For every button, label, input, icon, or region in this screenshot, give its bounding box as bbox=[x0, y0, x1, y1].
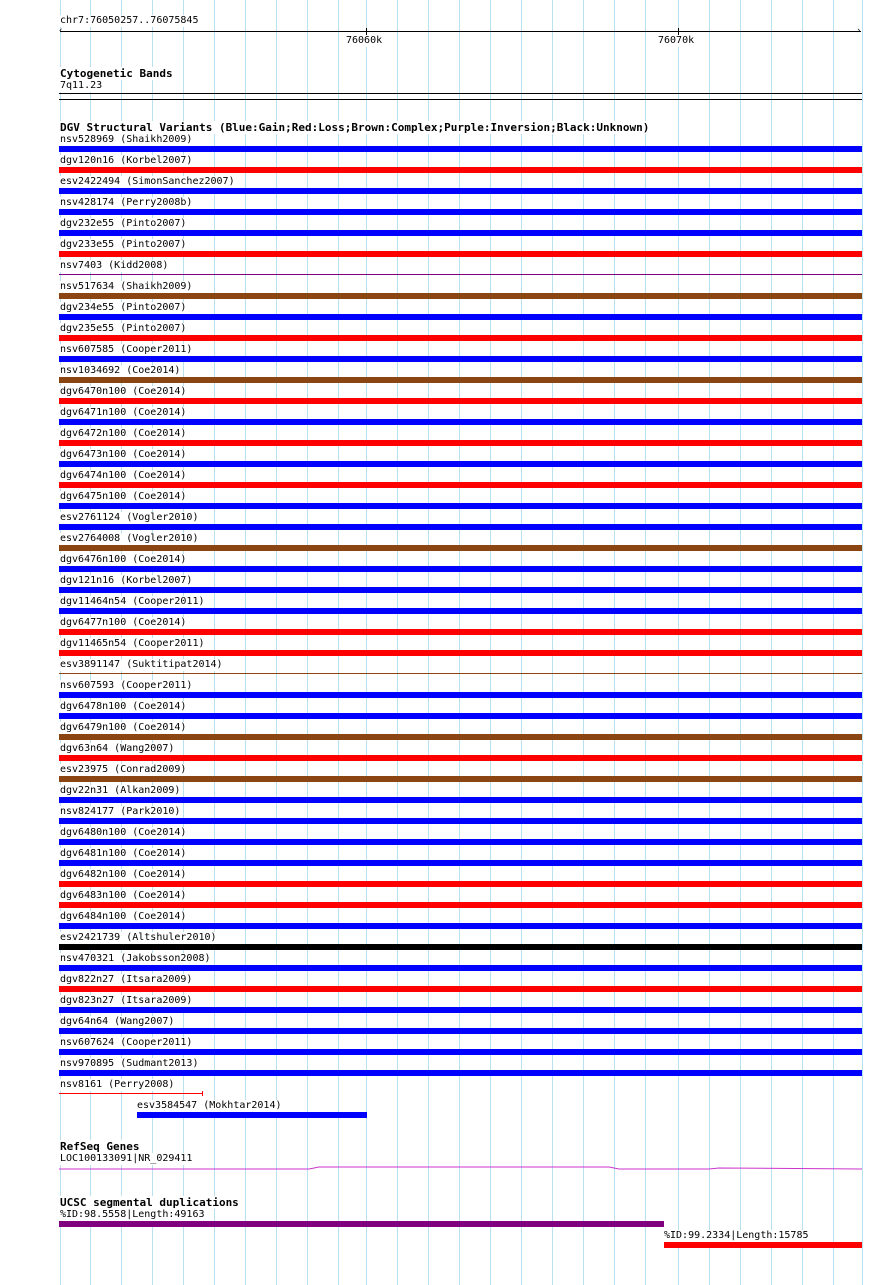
variant-bar[interactable] bbox=[59, 503, 862, 509]
variant-label[interactable]: dgv6473n100 (Coe2014) bbox=[60, 449, 187, 460]
variant-label[interactable]: dgv6472n100 (Coe2014) bbox=[60, 428, 187, 439]
variant-bar[interactable] bbox=[59, 293, 862, 299]
variant-label[interactable]: nsv7403 (Kidd2008) bbox=[60, 260, 169, 271]
variant-bar[interactable] bbox=[59, 944, 862, 950]
variant-label[interactable]: dgv11465n54 (Cooper2011) bbox=[60, 638, 205, 649]
variant-label[interactable]: esv2761124 (Vogler2010) bbox=[60, 512, 199, 523]
variant-bar[interactable] bbox=[59, 881, 862, 887]
variant-label[interactable]: dgv235e55 (Pinto2007) bbox=[60, 323, 187, 334]
variant-bar[interactable] bbox=[59, 482, 862, 488]
variant-bar[interactable] bbox=[59, 902, 862, 908]
variant-bar[interactable] bbox=[59, 986, 862, 992]
variant-bar-end bbox=[202, 1091, 203, 1096]
variant-bar[interactable] bbox=[59, 419, 862, 425]
variant-bar[interactable] bbox=[59, 692, 862, 698]
variant-bar[interactable] bbox=[59, 188, 862, 194]
variant-label[interactable]: dgv6483n100 (Coe2014) bbox=[60, 890, 187, 901]
variant-bar[interactable] bbox=[59, 209, 862, 215]
variant-label[interactable]: dgv6477n100 (Coe2014) bbox=[60, 617, 187, 628]
variant-label[interactable]: dgv6475n100 (Coe2014) bbox=[60, 491, 187, 502]
variant-bar[interactable] bbox=[59, 1093, 203, 1094]
variant-bar[interactable] bbox=[59, 524, 862, 530]
variant-label[interactable]: dgv120n16 (Korbel2007) bbox=[60, 155, 193, 166]
variant-label[interactable]: dgv6479n100 (Coe2014) bbox=[60, 722, 187, 733]
segdup-label: %ID:98.5558|Length:49163 bbox=[60, 1209, 205, 1220]
variant-label[interactable]: nsv1034692 (Coe2014) bbox=[60, 365, 181, 376]
segdup-label: %ID:99.2334|Length:15785 bbox=[664, 1230, 809, 1241]
variant-label[interactable]: dgv822n27 (Itsara2009) bbox=[60, 974, 193, 985]
cytoband-label: 7q11.23 bbox=[60, 80, 103, 91]
variant-bar[interactable] bbox=[59, 587, 862, 593]
variant-label[interactable]: nsv970895 (Sudmant2013) bbox=[60, 1058, 199, 1069]
variant-label[interactable]: esv2764008 (Vogler2010) bbox=[60, 533, 199, 544]
variant-bar[interactable] bbox=[59, 398, 862, 404]
variant-bar[interactable] bbox=[59, 356, 862, 362]
variant-label[interactable]: dgv6480n100 (Coe2014) bbox=[60, 827, 187, 838]
variant-label[interactable]: dgv11464n54 (Cooper2011) bbox=[60, 596, 205, 607]
variant-label[interactable]: dgv823n27 (Itsara2009) bbox=[60, 995, 193, 1006]
variant-label[interactable]: dgv6470n100 (Coe2014) bbox=[60, 386, 187, 397]
variant-bar[interactable] bbox=[59, 608, 862, 614]
variant-bar[interactable] bbox=[59, 734, 862, 740]
variant-bar[interactable] bbox=[59, 1070, 862, 1076]
segdup-bar[interactable] bbox=[664, 1242, 862, 1248]
dgv-track-title[interactable]: DGV Structural Variants (Blue:Gain;Red:Loss;Brown:Complex;Purple:Inversion;Black:Unknown) bbox=[60, 121, 650, 134]
variant-bar[interactable] bbox=[59, 461, 862, 467]
variant-bar[interactable] bbox=[137, 1112, 367, 1118]
variant-bar[interactable] bbox=[59, 167, 862, 173]
variant-bar[interactable] bbox=[59, 377, 862, 383]
variant-bar[interactable] bbox=[59, 860, 862, 866]
ruler-tick bbox=[678, 28, 679, 35]
variant-bar[interactable] bbox=[59, 1028, 862, 1034]
ruler-tick bbox=[366, 28, 367, 35]
variant-bar[interactable] bbox=[59, 776, 862, 782]
variant-label[interactable]: dgv22n31 (Alkan2009) bbox=[60, 785, 181, 796]
variant-label[interactable]: dgv6478n100 (Coe2014) bbox=[60, 701, 187, 712]
cytoband-line bbox=[59, 93, 862, 94]
variant-label[interactable]: esv23975 (Conrad2009) bbox=[60, 764, 187, 775]
grid-line bbox=[862, 0, 863, 1285]
variant-label[interactable]: nsv470321 (Jakobsson2008) bbox=[60, 953, 211, 964]
variant-label[interactable]: dgv233e55 (Pinto2007) bbox=[60, 239, 187, 250]
variant-bar[interactable] bbox=[59, 314, 862, 320]
variant-label[interactable]: dgv6471n100 (Coe2014) bbox=[60, 407, 187, 418]
variant-label[interactable]: esv3891147 (Suktitipat2014) bbox=[60, 659, 223, 670]
variant-label[interactable]: dgv6474n100 (Coe2014) bbox=[60, 470, 187, 481]
variant-bar[interactable] bbox=[59, 650, 862, 656]
variant-label[interactable]: esv2422494 (SimonSanchez2007) bbox=[60, 176, 235, 187]
ruler-right-arrow-icon: › bbox=[856, 26, 862, 36]
variant-label[interactable]: dgv6482n100 (Coe2014) bbox=[60, 869, 187, 880]
variant-bar[interactable] bbox=[59, 818, 862, 824]
variant-bar[interactable] bbox=[59, 629, 862, 635]
segdup-track-title[interactable]: UCSC segmental duplications bbox=[60, 1196, 239, 1209]
variant-label[interactable]: dgv234e55 (Pinto2007) bbox=[60, 302, 187, 313]
variant-label[interactable]: nsv607593 (Cooper2011) bbox=[60, 680, 193, 691]
variant-bar[interactable] bbox=[59, 230, 862, 236]
variant-label[interactable]: esv3584547 (Mokhtar2014) bbox=[137, 1100, 282, 1111]
variant-label[interactable]: esv2421739 (Altshuler2010) bbox=[60, 932, 217, 943]
variant-bar[interactable] bbox=[59, 545, 862, 551]
variant-bar[interactable] bbox=[59, 839, 862, 845]
variant-bar[interactable] bbox=[59, 797, 862, 803]
variant-label[interactable]: dgv63n64 (Wang2007) bbox=[60, 743, 175, 754]
variant-label[interactable]: dgv232e55 (Pinto2007) bbox=[60, 218, 187, 229]
variant-bar[interactable] bbox=[59, 146, 862, 152]
position-label: chr7:76050257..76075845 bbox=[60, 15, 199, 26]
variant-label[interactable]: dgv6481n100 (Coe2014) bbox=[60, 848, 187, 859]
ruler-tick-label: 76070k bbox=[658, 35, 695, 46]
variant-label[interactable]: dgv6484n100 (Coe2014) bbox=[60, 911, 187, 922]
variant-label[interactable]: nsv528969 (Shaikh2009) bbox=[60, 134, 193, 145]
variant-bar[interactable] bbox=[59, 965, 862, 971]
variant-label[interactable]: nsv8161 (Perry2008) bbox=[60, 1079, 175, 1090]
variant-bar[interactable] bbox=[59, 1049, 862, 1055]
variant-label[interactable]: dgv64n64 (Wang2007) bbox=[60, 1016, 175, 1027]
variant-label[interactable]: nsv607624 (Cooper2011) bbox=[60, 1037, 193, 1048]
variant-bar[interactable] bbox=[59, 713, 862, 719]
cytoband-track-title[interactable]: Cytogenetic Bands bbox=[60, 67, 173, 80]
variant-bar[interactable] bbox=[59, 335, 862, 341]
variant-label[interactable]: dgv6476n100 (Coe2014) bbox=[60, 554, 187, 565]
ruler-left-arrow-icon: ‹ bbox=[58, 26, 64, 36]
refseq-gene-line[interactable] bbox=[59, 1163, 862, 1173]
variant-bar[interactable] bbox=[59, 1007, 862, 1013]
variant-label[interactable]: nsv428174 (Perry2008b) bbox=[60, 197, 193, 208]
variant-bar[interactable] bbox=[59, 440, 862, 446]
refseq-gene-label[interactable]: LOC100133091|NR_029411 bbox=[60, 1153, 193, 1164]
variant-bar[interactable] bbox=[59, 251, 862, 257]
variant-bar[interactable] bbox=[59, 923, 862, 929]
variant-label[interactable]: nsv517634 (Shaikh2009) bbox=[60, 281, 193, 292]
variant-label[interactable]: nsv607585 (Cooper2011) bbox=[60, 344, 193, 355]
segdup-bar[interactable] bbox=[59, 1221, 664, 1227]
ruler-tick-label: 76060k bbox=[346, 35, 383, 46]
refseq-track-title[interactable]: RefSeq Genes bbox=[60, 1140, 140, 1153]
cytoband-line bbox=[59, 99, 862, 100]
variant-bar[interactable] bbox=[59, 673, 862, 674]
variant-bar[interactable] bbox=[59, 274, 862, 275]
variant-label[interactable]: nsv824177 (Park2010) bbox=[60, 806, 181, 817]
ruler-axis bbox=[60, 31, 861, 32]
variant-bar[interactable] bbox=[59, 566, 862, 572]
variant-label[interactable]: dgv121n16 (Korbel2007) bbox=[60, 575, 193, 586]
variant-bar[interactable] bbox=[59, 755, 862, 761]
